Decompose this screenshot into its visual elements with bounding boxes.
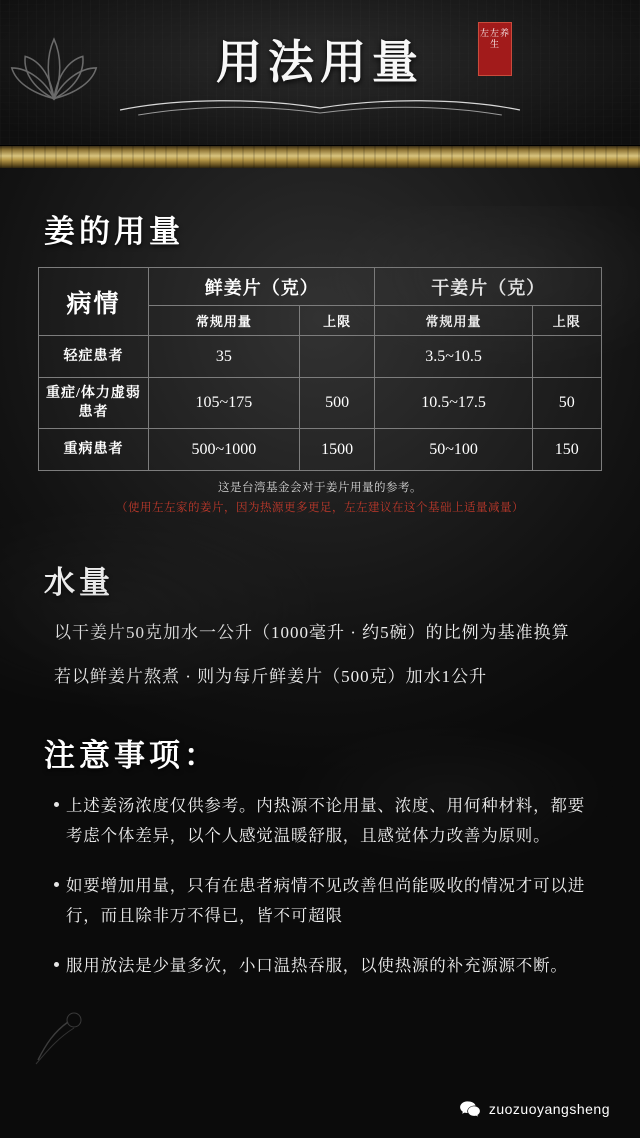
list-item — [56, 871, 602, 931]
table-subheader-dried-limit: 上限 — [532, 306, 601, 336]
list-item — [56, 951, 602, 981]
table-subheader-fresh-limit: 上限 — [299, 306, 375, 336]
page-footer — [0, 1080, 640, 1138]
notice-text-1: 上述姜汤浓度仅供参考。内热源不论用量、浓度、用何种材料，都要考虑个体差异，以个人感觉温暖舒服，且感觉体力改善为原则。 — [66, 796, 585, 845]
water-section-title: 水量 — [44, 565, 114, 601]
cell-mild-dried-normal: 3.5~10.5 — [375, 336, 532, 378]
bullet-icon — [54, 802, 59, 807]
notice-text-2: 如要增加用量，只有在患者病情不见改善但尚能吸收的情况才可以进行，而且除非万不得已，皆不可超限 — [66, 876, 585, 925]
footer-account-name: zuozuoyangsheng — [488, 1101, 610, 1117]
wechat-icon — [459, 1100, 481, 1118]
cell-severe-fresh-limit: 500 — [299, 378, 375, 429]
cell-mild-fresh-limit — [299, 336, 375, 378]
notice-list — [44, 791, 602, 981]
notice-section-title: 注意事项： — [44, 738, 219, 774]
water-paragraph-2: 若以鲜姜片熬煮 · 则为每斤鲜姜片（500克）加水1公升 — [54, 667, 488, 686]
cell-mild-dried-limit — [532, 336, 601, 378]
page-header — [0, 0, 640, 146]
gold-divider — [0, 146, 640, 168]
table-note-warning: （使用左左家的姜片，因为热源更多更足，左左建议在这个基础上适量减量） — [116, 502, 524, 514]
table-header-condition: 病情 — [39, 268, 149, 336]
table-subheader-dried-normal: 常规用量 — [375, 306, 532, 336]
cell-critical-fresh-normal: 500~1000 — [149, 429, 300, 471]
table-note: 这是台湾基金会对于姜片用量的参考。 — [218, 482, 422, 494]
cell-severe-fresh-normal: 105~175 — [149, 378, 300, 429]
brand-seal: 左左养生 — [478, 22, 512, 76]
list-item — [56, 791, 602, 851]
cell-critical-dried-limit: 150 — [532, 429, 601, 471]
dosage-table — [38, 267, 602, 471]
cell-mild-fresh-normal: 35 — [149, 336, 300, 378]
table-row — [39, 429, 602, 471]
table-header-group-dried: 干姜片（克） — [375, 268, 602, 306]
water-paragraph-1: 以干姜片50克加水一公升（1000毫升 · 约5碗）的比例为基准换算 — [54, 623, 570, 642]
cell-severe-dried-normal: 10.5~17.5 — [375, 378, 532, 429]
bullet-icon — [54, 882, 59, 887]
scroll-divider-icon — [118, 96, 522, 118]
notice-text-3: 服用放法是少量多次，小口温热吞服，以使热源的补充源源不断。 — [66, 956, 568, 975]
page-title: 用法用量 — [216, 35, 424, 89]
table-row — [39, 336, 602, 378]
corner-ink-stamp-icon — [28, 998, 88, 1068]
ginger-section-title: 姜的用量 — [44, 214, 184, 250]
row-label-severe: 重症/体力虚弱患者 — [39, 378, 149, 429]
table-header-group-fresh: 鲜姜片（克） — [149, 268, 375, 306]
bullet-icon — [54, 962, 59, 967]
page-body — [0, 206, 640, 981]
cell-critical-fresh-limit: 1500 — [299, 429, 375, 471]
table-row — [39, 378, 602, 429]
cell-severe-dried-limit: 50 — [532, 378, 601, 429]
row-label-critical: 重病患者 — [39, 429, 149, 471]
cell-critical-dried-normal: 50~100 — [375, 429, 532, 471]
table-header-row — [39, 268, 602, 306]
row-label-mild: 轻症患者 — [39, 336, 149, 378]
table-subheader-fresh-normal: 常规用量 — [149, 306, 300, 336]
